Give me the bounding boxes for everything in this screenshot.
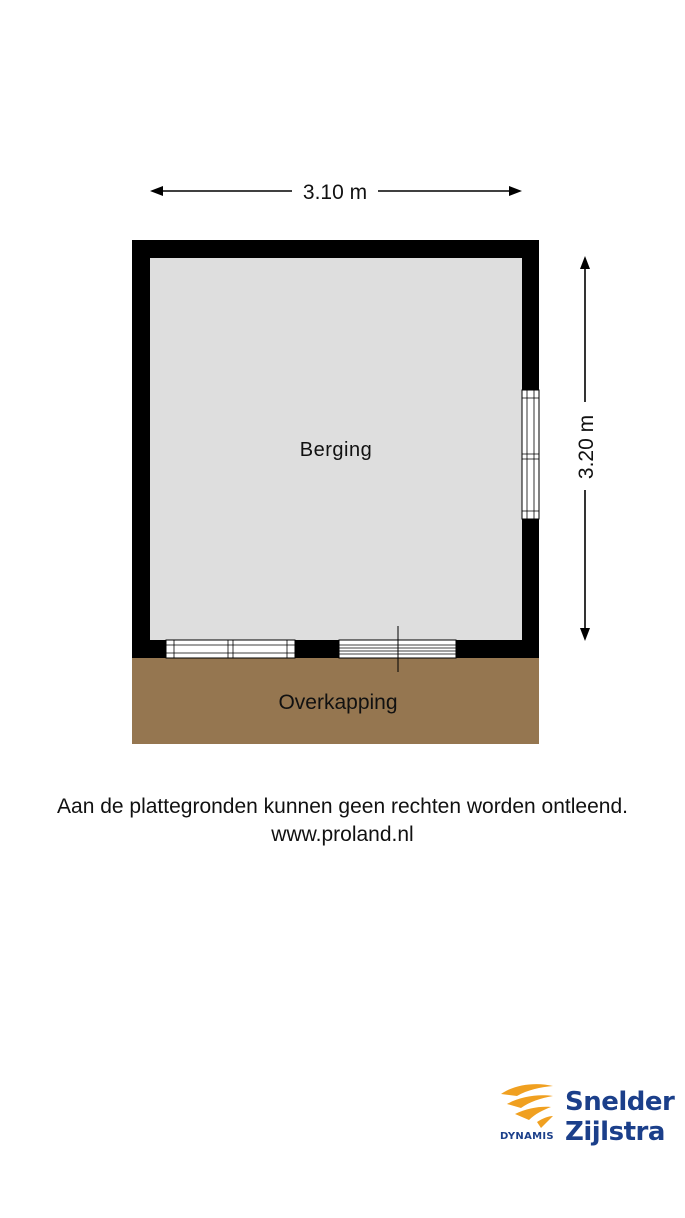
arrow-right-icon bbox=[509, 186, 522, 196]
arrow-down-icon bbox=[580, 628, 590, 641]
room-label-berging: Berging bbox=[299, 439, 373, 461]
width-dimension bbox=[150, 181, 522, 204]
arrow-left-icon bbox=[150, 186, 163, 196]
height-label: 3.20 m bbox=[575, 414, 598, 480]
window-right bbox=[522, 390, 539, 519]
arrow-up-icon bbox=[580, 256, 590, 269]
company-logo bbox=[497, 1080, 677, 1150]
logo-subtitle: DYNAMIS bbox=[500, 1131, 554, 1142]
window-bottom bbox=[166, 640, 295, 658]
flame-logo-icon bbox=[497, 1080, 559, 1132]
width-label: 3.10 m bbox=[302, 181, 368, 204]
height-dimension bbox=[575, 256, 598, 641]
logo-brand-line1: Snelder bbox=[565, 1087, 675, 1117]
logo-brand-line2: Zijlstra bbox=[565, 1117, 665, 1147]
disclaimer-text: Aan de plattegronden kunnen geen rechten worden ontleend. bbox=[57, 795, 628, 818]
room-label-overkapping: Overkapping bbox=[278, 691, 398, 714]
website-text: www.proland.nl bbox=[271, 823, 414, 846]
